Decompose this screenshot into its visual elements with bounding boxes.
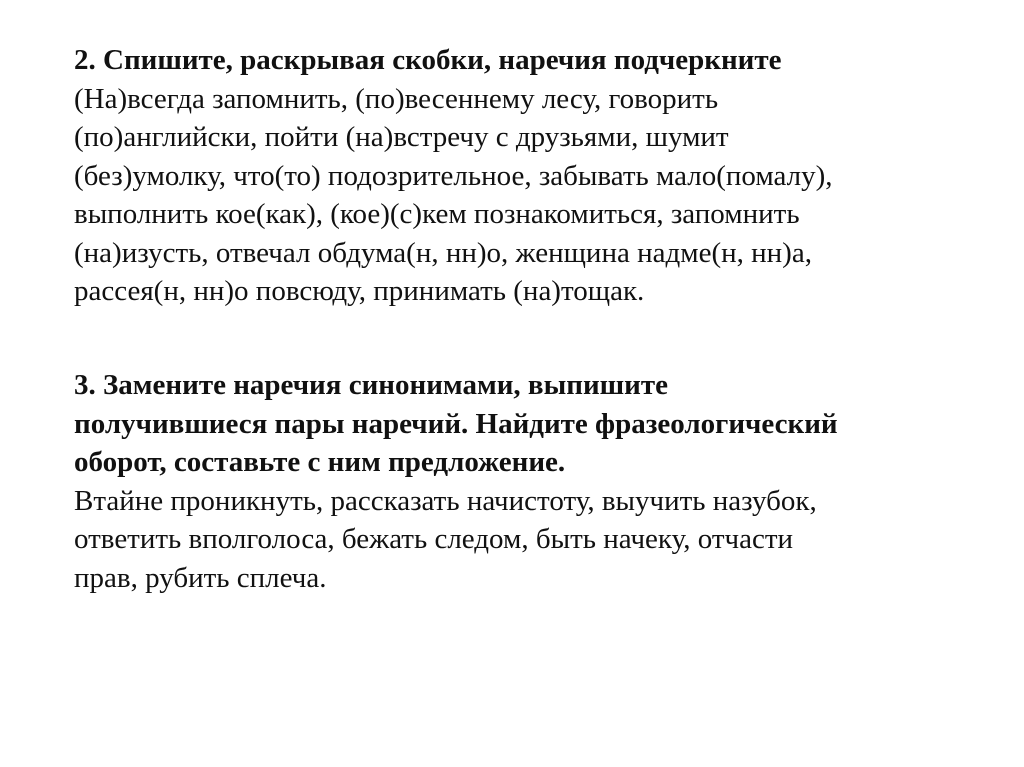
task-3 — [74, 366, 994, 597]
task-3-heading-line: оборот, составьте с ним предложение. — [74, 446, 566, 478]
task-2 — [74, 41, 994, 311]
task-2-heading: 2. Спишите, раскрывая скобки, наречия подчеркните — [74, 44, 782, 76]
task-2-line: (по)английски, пойти (на)встречу с друзьями, шумит — [74, 121, 729, 153]
task-2-line: (без)умолку, что(то) подозрительное, забывать мало(помалу), — [74, 159, 833, 192]
task-3-line: прав, рубить сплеча. — [74, 561, 327, 594]
task-3-line: ответить вполголоса, бежать следом, быть начеку, отчасти — [74, 523, 794, 555]
task-3-heading-line: 3. Замените наречия синонимами, выпишите — [74, 369, 668, 401]
task-2-line: выполнить кое(как), (кое)(с)кем познакомиться, запомнить — [74, 198, 800, 230]
task-2-line: (на)изусть, отвечал обдума(н, нн)о, женщина надме(н, нн)а, — [74, 236, 812, 269]
task-2-line: (На)всегда запомнить, (по)весеннему лесу, говорить — [74, 82, 719, 115]
task-3-heading-line: получившиеся пары наречий. Найдите фразеологический — [74, 407, 838, 440]
task-3-line: Втайне проникнуть, рассказать начистоту, выучить назубок, — [74, 484, 817, 517]
task-2-line: рассея(н, нн)о повсюду, принимать (на)тощак. — [74, 275, 645, 307]
